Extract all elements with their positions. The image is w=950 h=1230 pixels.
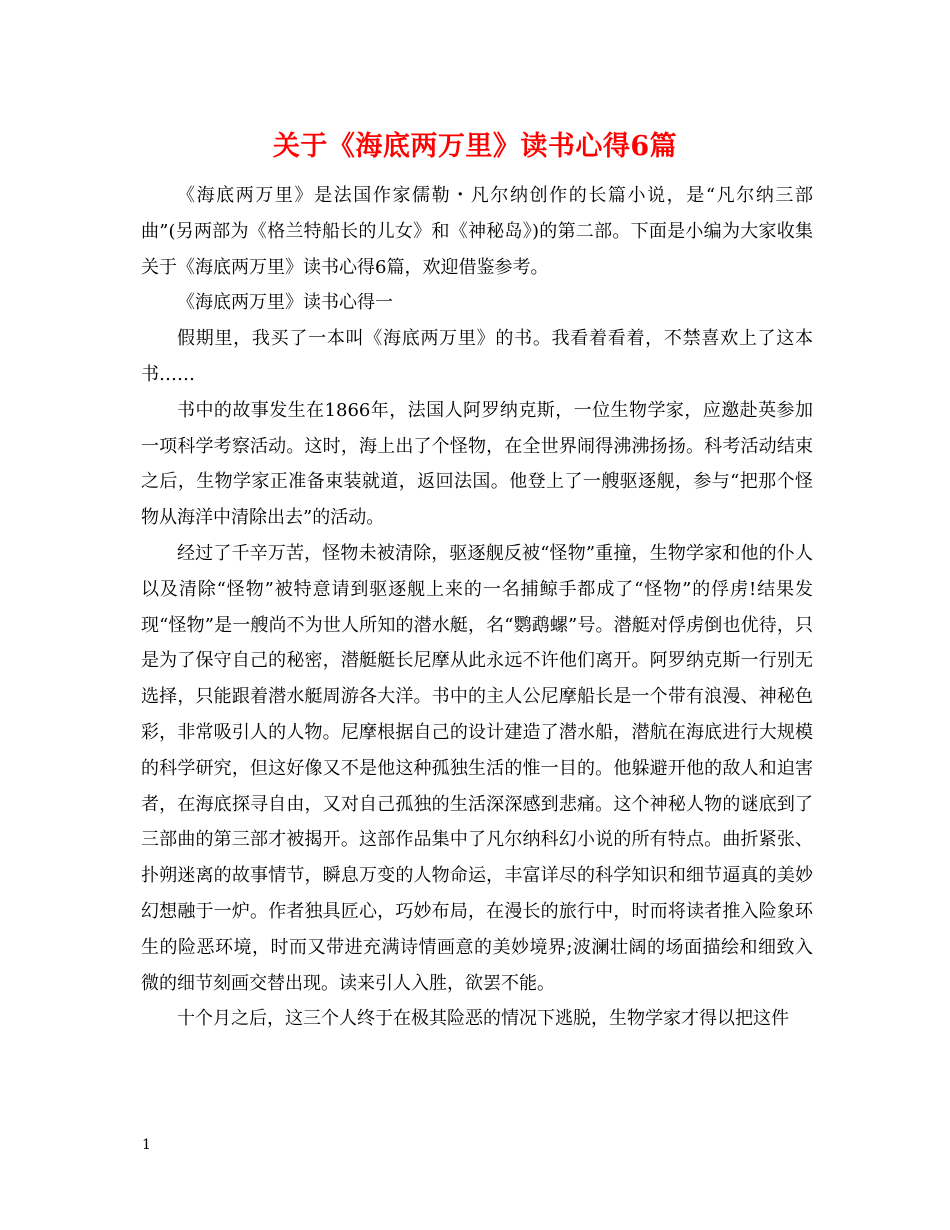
body-paragraph: 书中的故事发生在1866年，法国人阿罗纳克斯，一位生物学家，应邀赴英参加一项科学考察活动。这时，海上出了个怪物，在全世界闹得沸沸扬扬。科考活动结束之后，生物学家正准备束装就道，返回法国。他登上了一艘驱逐舰，参与“把那个怪物从海洋中清除出去”的活动。 [141, 399, 813, 529]
body-paragraph: 假期里，我买了一本叫《海底两万里》的书。我看着看着，不禁喜欢上了这本书…… [141, 328, 813, 385]
body-paragraph: 十个月之后，这三个人终于在极其险恶的情况下逃脱，生物学家才得以把这件 [177, 1008, 789, 1030]
body-paragraph: 经过了千辛万苦，怪物未被清除，驱逐舰反被“怪物”重撞，生物学家和他的仆人以及清除“怪物”被特意请到驱逐舰上来的一名捕鲸手都成了“怪物”的俘虏!结果发现“怪物”是一艘尚不为世人所知的潜水艇，名“鹦鹉螺”号。潜艇对俘虏倒也优待，只是为了保守自己的秘密，潜艇艇长尼摩从此永远不许他们离开。阿罗纳克斯一行别无选择，只能跟着潜水艇周游各大洋。书中的主人公尼摩船长是一个带有浪漫、神秘色彩，非常吸引人的人物。尼摩根据自己的设计建造了潜水船，潜航在海底进行大规模的科学研究，但这好像又不是他这种孤独生活的惟一目的。他躲避开他的敌人和迫害者，在海底探寻自由，又对自己孤独的生活深深感到悲痛。这个神秘人物的谜底到了三部曲的第三部才被揭开。这部作品集中了凡尔纳科幻小说的所有特点。曲折紧张、扑朔迷离的故事情节，瞬息万变的人物命运，丰富详尽的科学知识和细节逼真的美妙幻想融于一炉。作者独具匠心，巧妙布局，在漫长的旅行中，时而将读者推入险象环生的险恶环境，时而又带进充满诗情画意的美妙境界;波澜壮阔的场面描绘和细致入微的细节刻画交替出现。读来引人入胜，欲罢不能。 [141, 542, 813, 994]
section-heading: 《海底两万里》读书心得一 [177, 292, 393, 314]
document-body [141, 178, 813, 1037]
intro-paragraph: 《海底两万里》是法国作家儒勒・凡尔纳创作的长篇小说，是“凡尔纳三部曲”(另两部为《格兰特船长的儿女》和《神秘岛》)的第二部。下面是小编为大家收集关于《海底两万里》读书心得6篇，欢迎借鉴参考。 [141, 185, 813, 278]
document-title: 关于《海底两万里》读书心得6篇 [272, 131, 678, 162]
page-number: 1 [142, 1137, 151, 1153]
